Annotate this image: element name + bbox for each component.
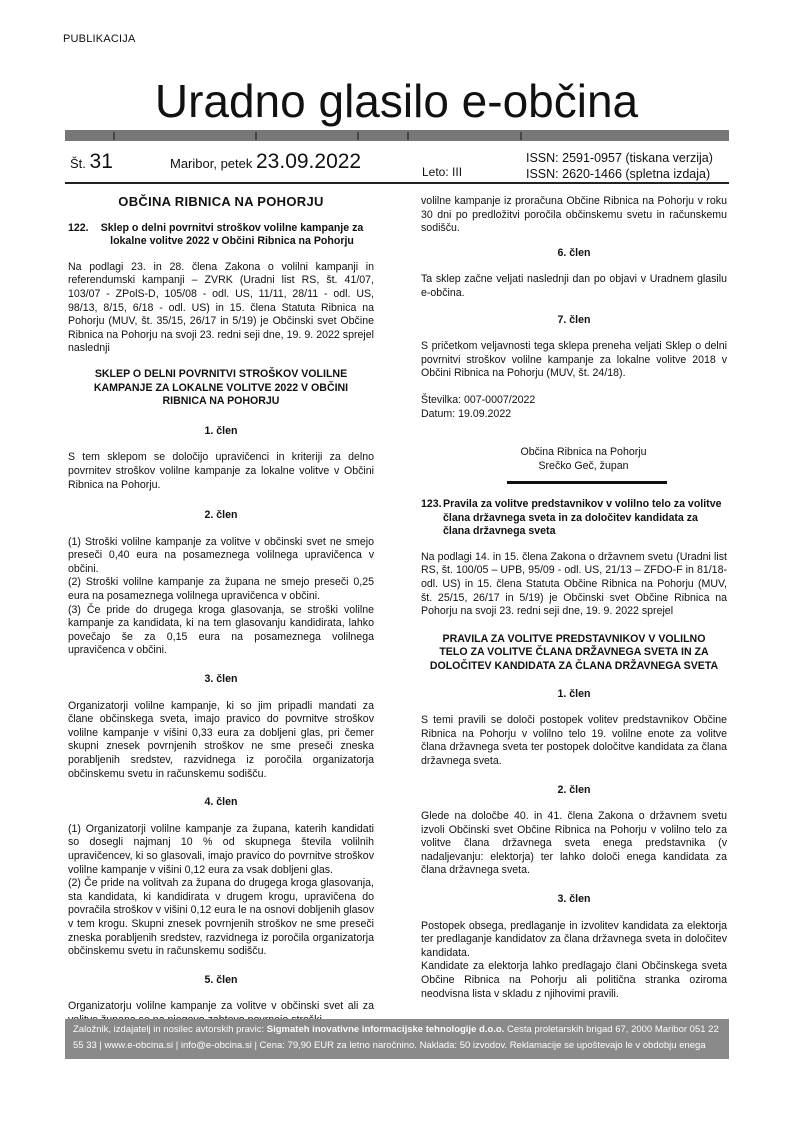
right-column (421, 195, 727, 473)
header-rule (65, 182, 729, 184)
item-123-heading: 123. Pravila za volitve predstavnikov v volilno telo za volitve člana državnega sveta in za določitev kandidata za člana državnega sveta (421, 498, 722, 538)
article-heading: 1. člen (204, 424, 238, 437)
municipality-heading: OBČINA RIBNICA NA POHORJU (118, 194, 324, 209)
article-text: Kandidate za elektorja lahko predlagajo člani Občinskega sveta Občine Ribnica na Pohorju ali politična stranka oziroma neodvisna lista v skladu z njihovimi pravili. (421, 960, 727, 1000)
item-122-heading: 122. Sklep o delni povrnitvi stroškov volilne kampanje za lokalne volitve 2022 v Občini Ribnica na Pohorju (68, 221, 364, 248)
article-text: Glede na določbe 40. in 41. člena Zakona o državnem svetu izvoli Občinski svet Občine Ribnica na Pohorju v volilno telo za volitve člana državnega sveta enega predstavnika (v nadaljevanju: elektorja) ter lahko določi enega kandidata za člana državnega sveta. (421, 810, 727, 877)
document-date: Datum: 19.09.2022 (421, 407, 512, 420)
document-number: Številka: 007-0007/2022 (421, 393, 536, 406)
footer-line-1: Založnik, izdajatelj in nosilec avtorskih pravic: Sigmateh inovativne informacijske tehnologije d.o.o. Cesta proletarskih brigad 67, 2000 Maribor 051 22 (73, 1024, 719, 1035)
decision-title: SKLEP O DELNI POVRNITVI STROŠKOV VOLILNE KAMPANJE ZA LOKALNE VOLITVE 2022 V OBČINI RIBNICA NA POHORJU (93, 367, 349, 408)
article-heading: 2. člen (204, 509, 238, 522)
publication-label: PUBLIKACIJA (63, 33, 136, 45)
divider-tick (520, 132, 522, 140)
article-text: Postopek obsega, predlaganje in izvolitev kandidata za elektorja ter predlaganje kandidatov za člana državnega sveta in določitev kandidata. (421, 919, 727, 959)
article-heading: 2. člen (557, 783, 591, 796)
issn-online: ISSN: 2620-1466 (spletna izdaja) (526, 167, 711, 181)
title-divider (65, 130, 729, 141)
page-title: Uradno glasilo e-občina (154, 75, 639, 127)
article-text: Organizatorji volilne kampanje, ki so jim pripadli mandati za člane občinskega sveta, imajo pravico do povrnitve stroškov volilne kampanje v višini 0,33 eura za dobljeni glas, pri čemer skupni znesek povrnjenih stroškov ne sme preseči zneska porabljenih sredstev, razvidnega iz poročila organizatorja občinskemu svetu in računskemu sodišču. (68, 699, 374, 780)
article-heading: 6. člen (557, 246, 591, 259)
article-text: (1) Organizatorji volilne kampanje za župana, katerih kandidati so dosegli najmanj 10 % od skupnega števila volilnih upravičencev, ki so glasovali, imajo pravico do povrnitve stroškov volilne kampanje v višini 0,12 eura za vsak dobljeni glas. (68, 822, 374, 876)
article-heading: 3. člen (557, 893, 591, 906)
article-text: S tem sklepom se določijo upravičenci in kriteriji za delno povrnitev stroškov volilne kampanje za lokalne volitve v Občini Ribnica na Pohorju. (68, 451, 374, 491)
issue-number: Št. 31 (70, 150, 113, 173)
divider-tick (407, 132, 409, 140)
article-text: S pričetkom veljavnosti tega sklepa preneha veljati Sklep o delni povrnitvi stroškov volilne kampanje za lokalne volitve 2018 v Občini Ribnica na Pohorju (MUV, št. 24/18). (421, 340, 727, 380)
issue-date: Maribor, petek 23.09.2022 (170, 150, 362, 173)
article-heading: 1. člen (557, 687, 591, 700)
article-text: (2) Stroški volilne kampanje za župana ne smejo preseči 0,25 eura na posameznega volilnega upravičenca v občini. (68, 576, 374, 603)
article-heading: 7. člen (557, 313, 591, 326)
publisher-footer (65, 1019, 729, 1059)
issn-print: ISSN: 2591-0957 (tiskana verzija) (526, 151, 713, 165)
article-text: S temi pravili se določi postopek volitev predstavnikov Občine Ribnica na Pohorju v volilno telo 19. volilne enote za volitve člana državnega sveta ter postopek določitve kandidata za člana državnega sveta. (421, 714, 727, 767)
footer-line-2: 55 33 | www.e-obcina.si | info@e-obcina.si | Cena: 79,90 EUR za letno naročnino. Naklada: 50 izvodov. Reklamacije se upoštevajo le v obdobju enega (73, 1040, 706, 1051)
signature-block (501, 446, 666, 473)
article-heading: 5. člen (204, 973, 238, 986)
article-text: volilne kampanje iz proračuna Občine Ribnica na Pohorju v roku 30 dni po predložitvi poročila občinskemu svetu in računskemu sodišču. (421, 195, 727, 235)
article-text: (2) Če pride na volitvah za župana do drugega kroga glasovanja, sta kandidata, ki kandidirata v drugem krogu, upravičena do povračila stroškov v višini 0,12 eura le na osnovi dobljenih glasov v tem krogu. Skupni znesek povrnjenih stroškov ne sme preseči zneska porabljenih sredstev, razvidnega iz poročila organizatorja občinskemu svetu in računskemu sodišču. (68, 877, 374, 958)
intro-paragraph: Na podlagi 23. in 28. člena Zakona o volilni kampanji in referendumski kampanji – ZVRK (Uradni list RS, št. 41/07, 103/07 - ZPolS-D, 105/08 - odl. US, 11/11, 28/11 - odl. US, 98/13, 8/15, 6/18 - odl. US) in 15. člena Statuta Ribnica na Pohorju (MUV, št. 35/15, 26/17 in 5/19) je Občinski svet Občine Ribnica na Pohorju na svoji 23. redni seji dne, 19. 9. 2022 sprejel naslednji (68, 260, 374, 355)
divider-tick (113, 132, 115, 140)
signature-rule (507, 481, 667, 484)
signature-org: Občina Ribnica na Pohorju (520, 446, 647, 459)
article-heading: 3. člen (204, 673, 238, 686)
article-heading: 4. člen (204, 796, 238, 809)
rules-title: PRAVILA ZA VOLITVE PREDSTAVNIKOV V VOLILNO TELO ZA VOLITVE ČLANA DRŽAVNEGA SVETA IN ZA DOLOČITEV KANDIDATA ZA ČLANA DRŽAVNEGA SVETA (429, 632, 719, 672)
right-column-item-123 (421, 498, 727, 1001)
article-text: (3) Če pride do drugega kroga glasovanja, se stroški volilne kampanje za kandidata, ki na tem glasovanju kandidirata, lahko povečajo še za 0,15 eura na posameznega volilnega upravičenca v občini. (68, 603, 374, 657)
issue-year: Leto: III (422, 165, 463, 179)
divider-tick (357, 132, 359, 140)
intro-paragraph: Na podlagi 14. in 15. člena Zakona o državnem svetu (Uradni list RS, št. 100/05 – UPB, 95/09 - odl. US, 21/13 – ZFDO-F in 81/18- odl. US) in 15. člena Statuta Občine Ribnica na Pohorju (MUV, št. 25/15, 26/17 in 5/19) je Občinski svet Občine Ribnica na Pohorju na svoji 23. redni seji dne, 19. 9. 2022 sprejel (421, 550, 727, 618)
divider-tick (255, 132, 257, 140)
article-text: Ta sklep začne veljati naslednji dan po objavi v Uradnem glasilu e-občina. (421, 273, 727, 299)
article-text: Organizatorju volilne kampanje za volitve v občinski svet ali za (68, 1000, 374, 1013)
signature-name: Srečko Geč, župan (538, 459, 629, 472)
issn-block (526, 150, 713, 182)
article-text: (1) Stroški volilne kampanje za volitve v občinski svet ne smejo preseči 0,40 eura na posameznega volilnega upravičenca v občini. (68, 535, 374, 575)
left-column (68, 195, 374, 1028)
